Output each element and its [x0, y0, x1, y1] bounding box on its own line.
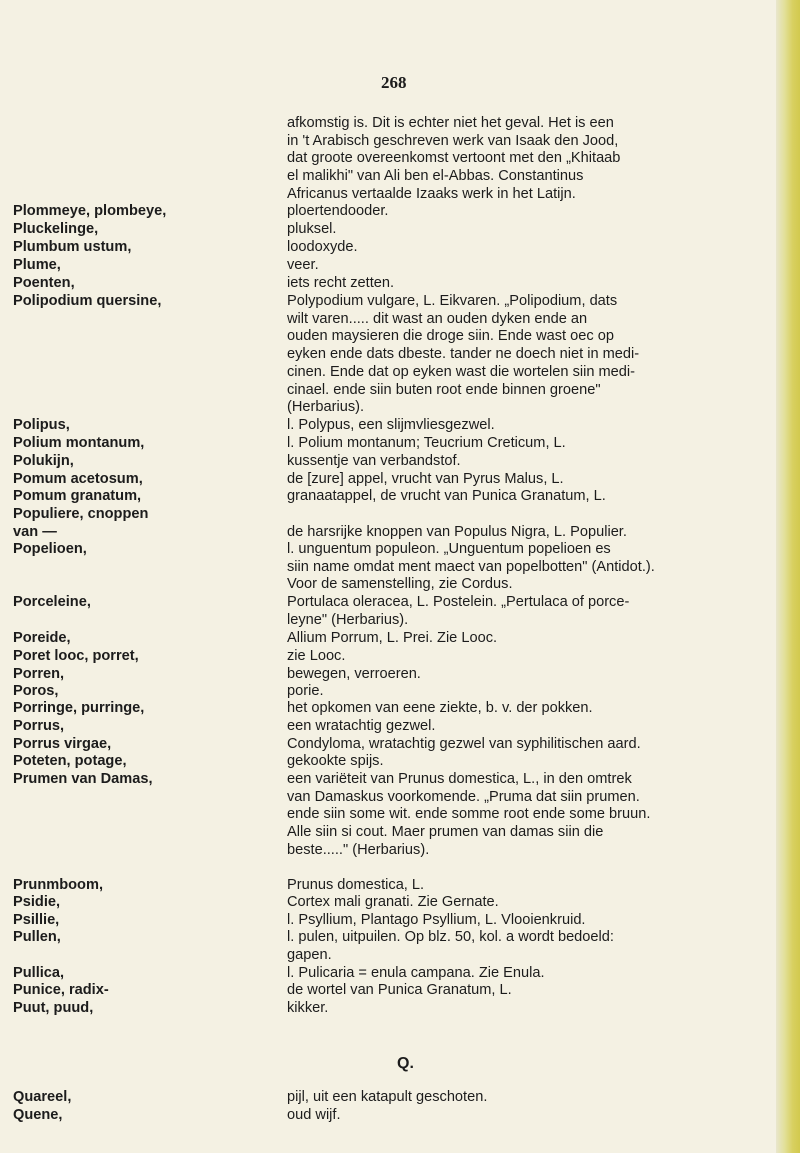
entry-term: Quareel,: [13, 1089, 72, 1105]
entry-term: Pomum acetosum,: [13, 471, 143, 487]
entry-term: Porrus,: [13, 718, 65, 734]
entry-term: Psillie,: [13, 912, 60, 928]
entry-definition: een wratachtig gezwel.: [287, 718, 436, 734]
entry-term: Plume,: [13, 257, 61, 273]
entry-definition: l. Pulicaria = enula campana. Zie Enula.: [287, 965, 545, 981]
entry-term: Polipus,: [13, 417, 70, 433]
entry-definition: het opkomen van eene ziekte, b. v. der pokken.: [287, 700, 593, 716]
entry-term: Pomum granatum,: [13, 488, 142, 504]
entry-definition: Prunus domestica, L.: [287, 877, 425, 893]
entry-term: Poteten, potage,: [13, 753, 127, 769]
entry-definition: l. Psyllium, Plantago Psyllium, L. Vlooienkruid.: [287, 912, 586, 928]
entry-term: Pullen,: [13, 929, 61, 945]
entry-definition: Condyloma, wratachtig gezwel van syphilitischen aard.: [287, 736, 641, 752]
entry-term: Polipodium quersine,: [13, 293, 162, 309]
entry-term: Polium montanum,: [13, 435, 145, 451]
entry-definition: porie.: [287, 683, 324, 699]
entry-definition: bewegen, verroeren.: [287, 666, 421, 682]
entry-definition: gekookte spijs.: [287, 753, 384, 769]
entry-term: Polukijn,: [13, 453, 74, 469]
entry-definition: pijl, uit een katapult geschoten.: [287, 1089, 488, 1105]
intro-paragraph: afkomstig is. Dit is echter niet het geval. Het is een in 't Arabisch geschreven werk van Isaak den Jood, dat groote overeenkomst vertoont met den „Khitaab el malikhi" van Ali ben el-Abbas. Constantinus Africanus vertaalde Izaaks werk in het Latijn.: [287, 115, 621, 202]
entry-term: Poret looc, porret,: [13, 648, 139, 664]
entry-definition: loodoxyde.: [287, 239, 358, 255]
entry-definition: l. Polium montanum; Teucrium Creticum, L.: [287, 435, 566, 451]
entry-term: Quene,: [13, 1107, 63, 1123]
entry-term: Puut, puud,: [13, 1000, 94, 1016]
entry-term: Porceleine,: [13, 594, 91, 610]
entry-definition: l. Polypus, een slijmvliesgezwel.: [287, 417, 495, 433]
entry-definition: Portulaca oleracea, L. Postelein. „Pertulaca of porce- leyne" (Herbarius).: [287, 594, 630, 628]
entry-definition: Polypodium vulgare, L. Eikvaren. „Polipodium, dats wilt varen..... dit wast an ouden dyken ende an ouden maysieren die droge siin. Ende wast oec op eyken ende dats dbeste. tander ne doech niet in medi- cinen. Ende dat op eyken wast die wortelen siin medi- cinael. ende siin buten root ende binnen groene" (Herbarius).: [287, 293, 640, 416]
entry-term: Porren,: [13, 666, 65, 682]
entry-definition: l. pulen, uitpuilen. Op blz. 50, kol. a wordt bedoeld: gapen.: [287, 929, 614, 963]
page-number: 268: [381, 73, 407, 92]
entry-definition: Cortex mali granati. Zie Gernate.: [287, 894, 499, 910]
entry-definition: kikker.: [287, 1000, 329, 1016]
entry-term: Poros,: [13, 683, 59, 699]
section-letter: Q.: [397, 1055, 414, 1072]
entry-definition: zie Looc.: [287, 648, 346, 664]
entry-definition: veer.: [287, 257, 319, 273]
entry-definition: iets recht zetten.: [287, 275, 395, 291]
entry-term: Poreide,: [13, 630, 71, 646]
entry-definition: ploertendooder.: [287, 203, 389, 219]
entry-definition: pluksel.: [287, 221, 337, 237]
entry-term: Poenten,: [13, 275, 75, 291]
entry-term: Prunmboom,: [13, 877, 103, 893]
entry-definition: oud wijf.: [287, 1107, 341, 1123]
page-edge: [776, 0, 800, 1153]
entry-term: Prumen van Damas,: [13, 771, 153, 787]
entry-term: Plumbum ustum,: [13, 239, 132, 255]
entry-definition: Allium Porrum, L. Prei. Zie Looc.: [287, 630, 498, 646]
entry-definition: kussentje van verbandstof.: [287, 453, 461, 469]
entry-term: Psidie,: [13, 894, 61, 910]
entry-term: Pluckelinge,: [13, 221, 99, 237]
entry-definition: granaatappel, de vrucht van Punica Granatum, L.: [287, 488, 606, 504]
entry-term: Porringe, purringe,: [13, 700, 145, 716]
entry-term: Populiere, cnoppen van —: [13, 506, 149, 540]
entry-term: Porrus virgae,: [13, 736, 112, 752]
entry-definition: de harsrijke knoppen van Populus Nigra, L. Populier.: [287, 523, 627, 540]
entry-term: Popelioen,: [13, 541, 87, 557]
entry-definition: l. unguentum populeon. „Unguentum popelioen es siin name omdat ment maect van popelbotten" (Antidot.). Voor de samenstelling, zie Cordus.: [287, 541, 655, 593]
entry-definition: de [zure] appel, vrucht van Pyrus Malus, L.: [287, 471, 564, 487]
entry-definition: de wortel van Punica Granatum, L.: [287, 982, 512, 998]
entry-term: Pullica,: [13, 965, 65, 981]
entry-term: Punice, radix-: [13, 982, 109, 998]
entry-definition: een variëteit van Prunus domestica, L., in den omtrek van Damaskus voorkomende. „Pruma dat siin prumen. ende siin some wit. ende somme root ende some bruun. Alle siin si cout. Maer prumen van damas siin die beste....." (Herbarius).: [287, 771, 651, 858]
entry-term: Plommeye, plombeye,: [13, 203, 167, 219]
